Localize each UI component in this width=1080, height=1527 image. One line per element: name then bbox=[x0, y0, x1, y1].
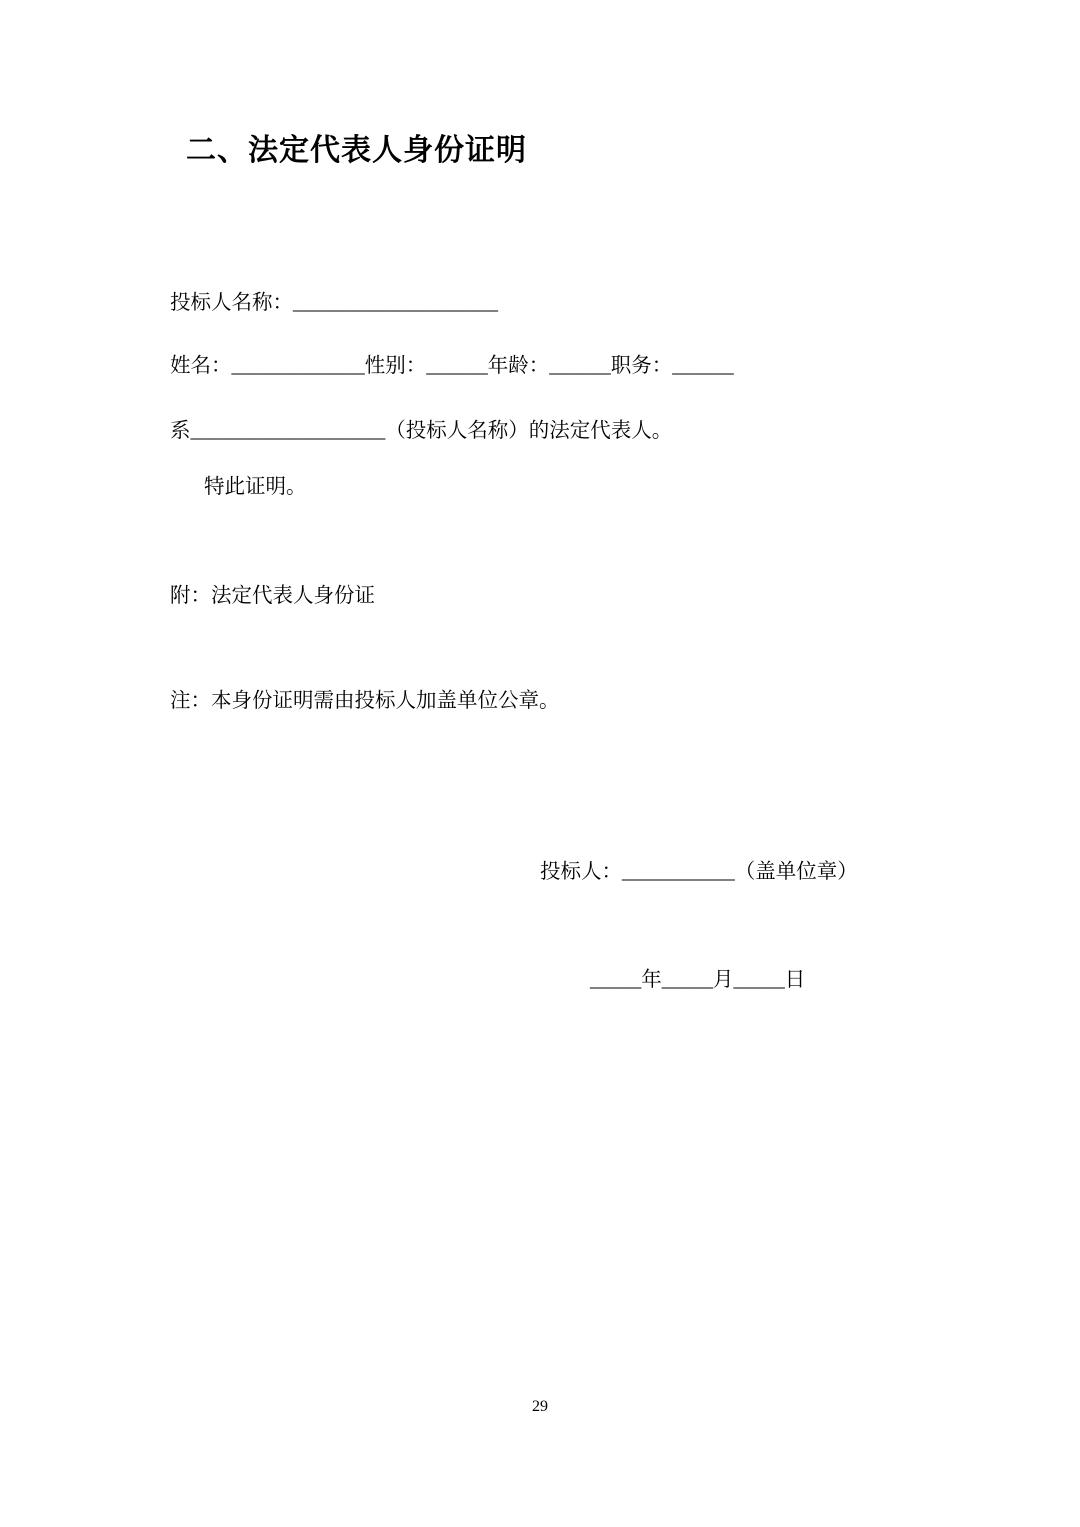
spacer bbox=[170, 887, 930, 965]
attachment-note: 附：法定代表人身份证 bbox=[170, 585, 375, 608]
spacer bbox=[170, 319, 930, 351]
spacer bbox=[170, 446, 930, 472]
spacer bbox=[170, 382, 930, 416]
bidder-signature-line: 投标人：___________（盖单位章） bbox=[540, 860, 858, 883]
spacer bbox=[170, 717, 930, 857]
certification-statement: 特此证明。 bbox=[204, 476, 307, 499]
footnote: 注：本身份证明需由投标人加盖单位公章。 bbox=[170, 689, 560, 712]
date-line: _____年_____月_____日 bbox=[590, 969, 806, 992]
personal-info-field-line: 姓名：_____________性别：______年龄：______职务：______ bbox=[170, 354, 734, 377]
document-content bbox=[170, 0, 930, 996]
spacer bbox=[170, 192, 930, 288]
page-title: 二、法定代表人身份证明 bbox=[186, 134, 527, 167]
spacer bbox=[170, 503, 930, 581]
legal-representative-line: 系___________________（投标人名称）的法定代表人。 bbox=[170, 419, 673, 442]
spacer bbox=[170, 612, 930, 686]
page-number: 29 bbox=[532, 1398, 548, 1415]
bidder-name-field-line: 投标人名称：____________________ bbox=[170, 292, 498, 315]
